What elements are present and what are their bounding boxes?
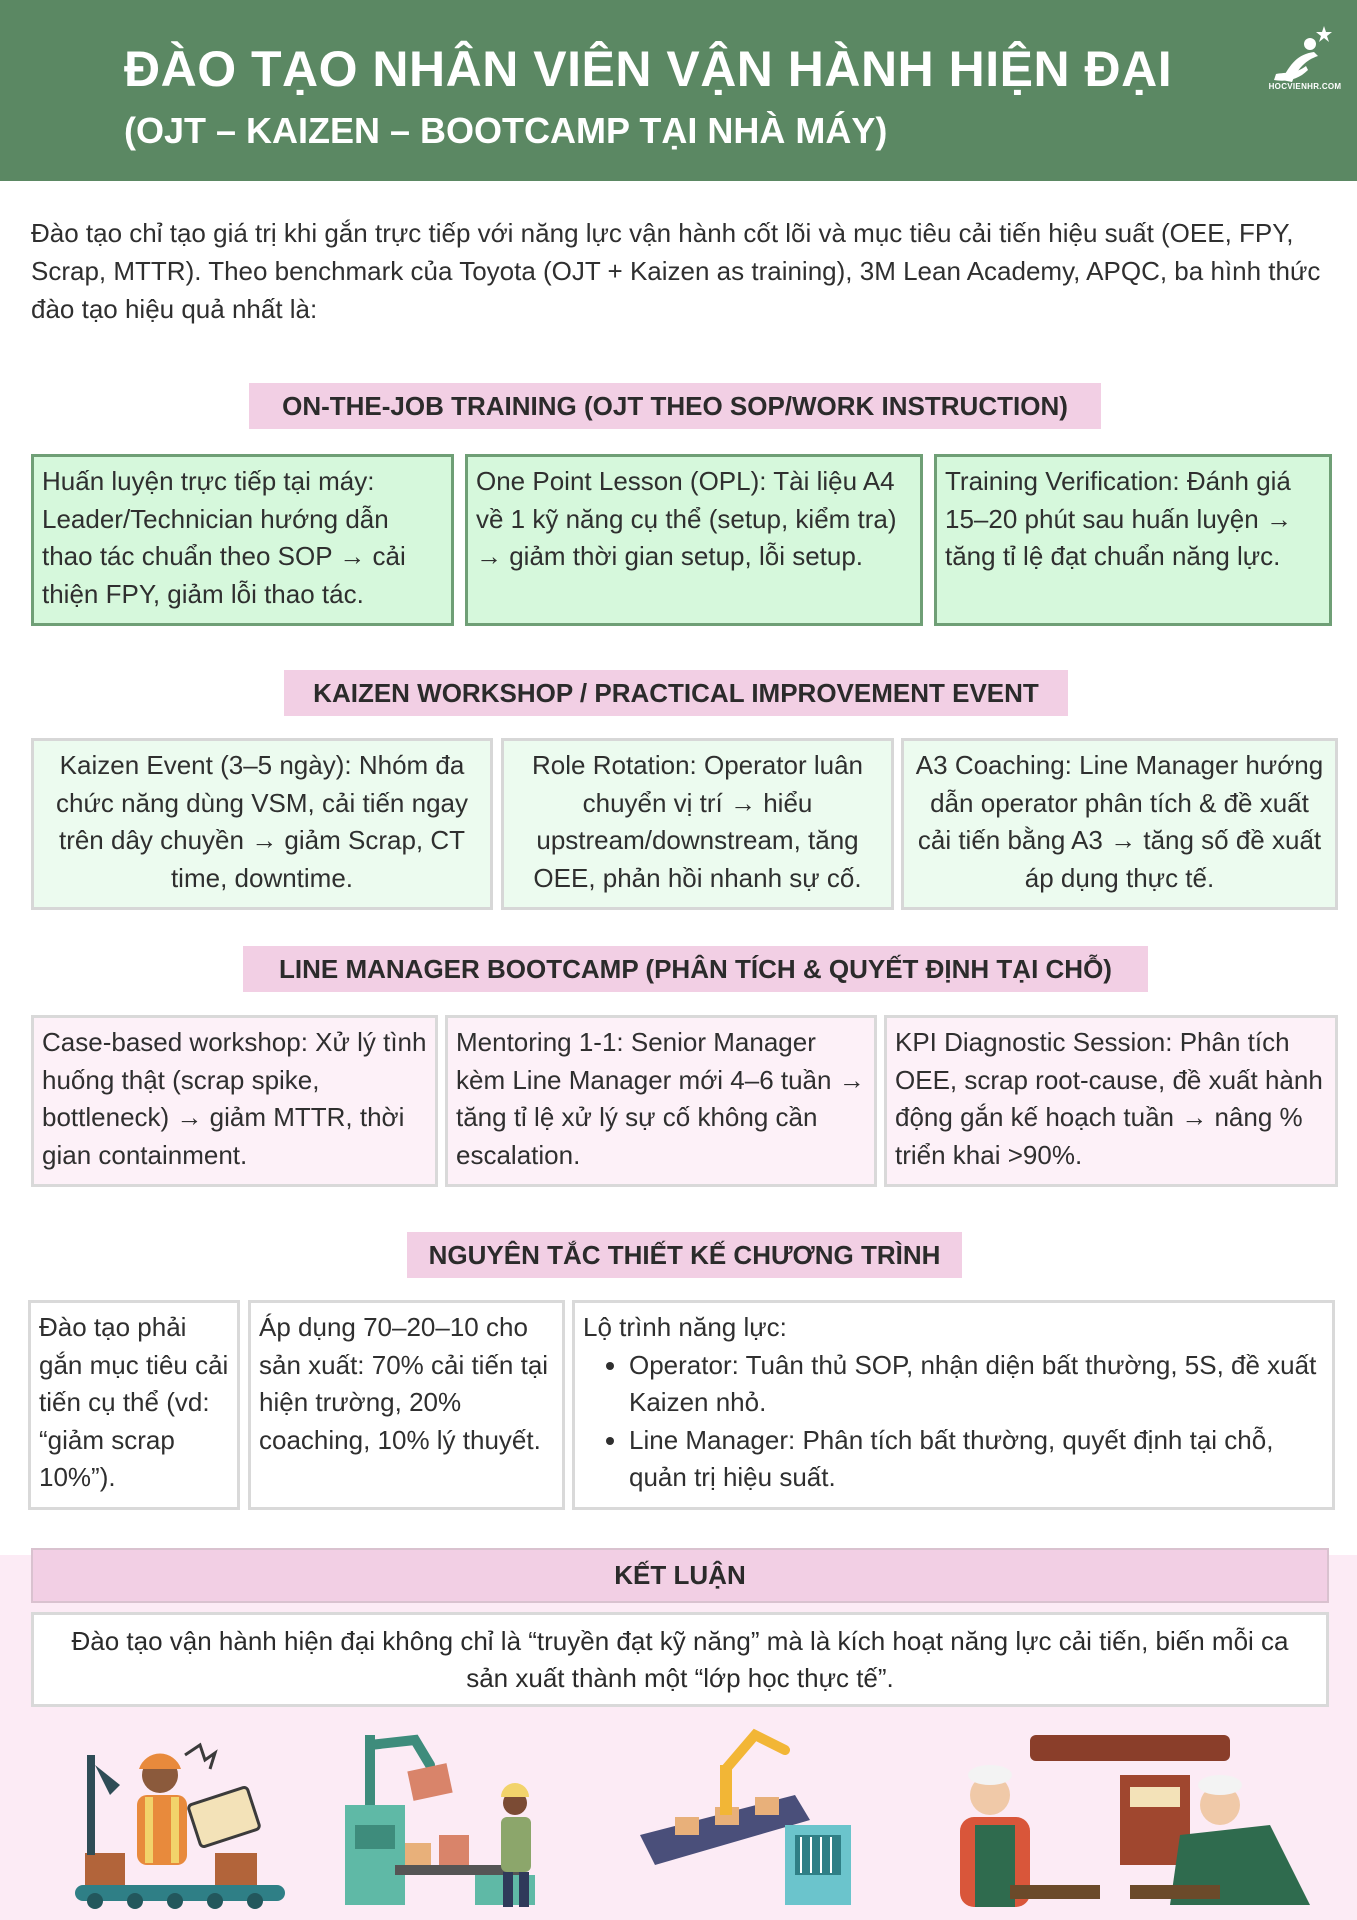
ojt-box-verification: Training Verification: Đánh giá 15–20 phút sau huấn luyện → tăng tỉ lệ đạt chuẩn năng lực. xyxy=(934,454,1332,626)
bakers-illustration xyxy=(930,1725,1330,1915)
ojt-box-opl: One Point Lesson (OPL): Tài liệu A4 về 1 kỹ năng cụ thể (setup, kiểm tra) → giảm thời gian setup, lỗi setup. xyxy=(465,454,923,626)
logo-text: HOCVIENHR.COM xyxy=(1268,82,1342,91)
conveyor-robot-illustration xyxy=(635,1725,865,1915)
bootcamp-box-case: Case-based workshop: Xử lý tình huống thật (scrap spike, bottleneck) → giảm MTTR, thời gian containment. xyxy=(31,1015,438,1187)
header-banner xyxy=(0,0,1357,181)
intro-paragraph: Đào tạo chỉ tạo giá trị khi gắn trực tiếp với năng lực vận hành cốt lõi và mục tiêu cải tiến hiệu suất (OEE, FPY, Scrap, MTTR). Theo benchmark của Toyota (OJT + Kaizen as training), 3M Lean Academy, APQC, ba hình thức đào tạo hiệu quả nhất là: xyxy=(31,218,1321,324)
section-title-kaizen: KAIZEN WORKSHOP / PRACTICAL IMPROVEMENT EVENT xyxy=(284,670,1068,716)
bootcamp-box-kpi: KPI Diagnostic Session: Phân tích OEE, scrap root-cause, đề xuất hành động gắn kế hoạch tuần → nâng % triển khai >90%. xyxy=(884,1015,1338,1187)
page-subtitle: (OJT – KAIZEN – BOOTCAMP TẠI NHÀ MÁY) xyxy=(124,110,888,151)
conclusion-title: KẾT LUẬN xyxy=(31,1548,1329,1603)
ojt-box-hands-on: Huấn luyện trực tiếp tại máy: Leader/Technician hướng dẫn thao tác chuẩn theo SOP → cải thiện FPY, giảm lỗi thao tác. xyxy=(31,454,454,626)
kaizen-box-a3: A3 Coaching: Line Manager hướng dẫn operator phân tích & đề xuất cải tiến bằng A3 → tăng số đề xuất áp dụng thực tế. xyxy=(901,738,1338,910)
principle-box-702010: Áp dụng 70–20–10 cho sản xuất: 70% cải tiến tại hiện trường, 20% coaching, 10% lý thuyết. xyxy=(248,1300,565,1510)
principle-box-goal: Đào tạo phải gắn mục tiêu cải tiến cụ thể (vd: “giảm scrap 10%”). xyxy=(28,1300,240,1510)
bootcamp-box-mentoring: Mentoring 1-1: Senior Manager kèm Line Manager mới 4–6 tuần → tăng tỉ lệ xử lý sự cố không cần escalation. xyxy=(445,1015,877,1187)
section-title-ojt: ON-THE-JOB TRAINING (OJT THEO SOP/WORK INSTRUCTION) xyxy=(249,383,1101,429)
robot-arm-worker-illustration xyxy=(335,1725,565,1915)
principle-box-roadmap xyxy=(572,1300,1335,1510)
roadmap-list xyxy=(629,1347,1324,1497)
roadmap-item-operator: • Operator: Tuân thủ SOP, nhận diện bất thường, 5S, đề xuất Kaizen nhỏ. xyxy=(629,1347,1324,1422)
roadmap-label: Lộ trình năng lực: xyxy=(583,1312,787,1342)
kaizen-box-rotation: Role Rotation: Operator luân chuyển vị trí → hiểu upstream/downstream, tăng OEE, phản hồi nhanh sự cố. xyxy=(501,738,894,910)
roadmap-item-line-manager: • Line Manager: Phân tích bất thường, quyết định tại chỗ, quản trị hiệu suất. xyxy=(629,1422,1324,1497)
kaizen-box-event: Kaizen Event (3–5 ngày): Nhóm đa chức năng dùng VSM, cải tiến ngay trên dây chuyền → giảm Scrap, CT time, downtime. xyxy=(31,738,493,910)
page-title: ĐÀO TẠO NHÂN VIÊN VẬN HÀNH HIỆN ĐẠI xyxy=(124,41,1173,97)
worker-tablet-illustration xyxy=(65,1725,295,1915)
section-title-bootcamp: LINE MANAGER BOOTCAMP (PHÂN TÍCH & QUYẾT ĐỊNH TẠI CHỖ) xyxy=(243,946,1148,992)
conclusion-body: Đào tạo vận hành hiện đại không chỉ là “truyền đạt kỹ năng” mà là kích hoạt năng lực cải tiến, biến mỗi ca sản xuất thành một “lớp học thực tế”. xyxy=(31,1612,1329,1707)
section-title-principles: NGUYÊN TẮC THIẾT KẾ CHƯƠNG TRÌNH xyxy=(407,1232,962,1278)
